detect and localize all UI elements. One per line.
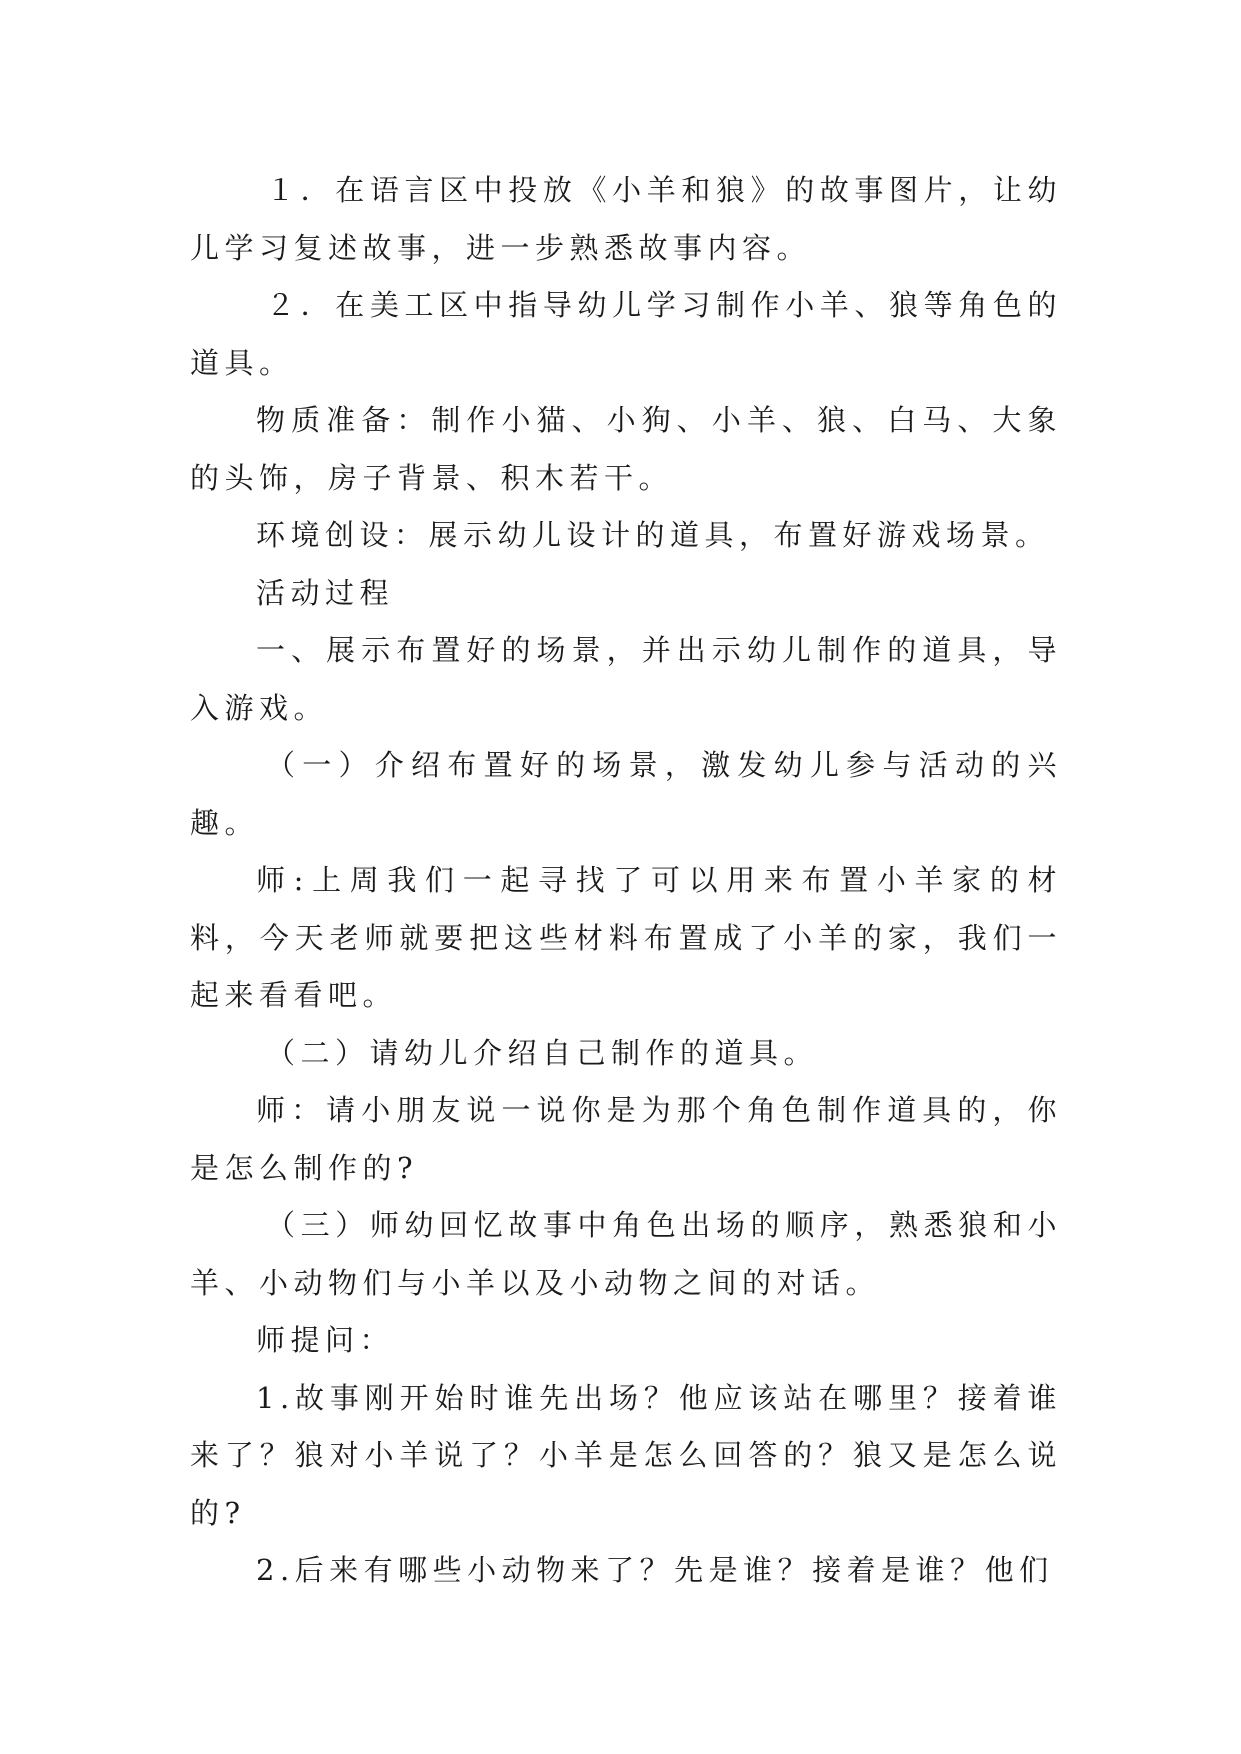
- paragraph-teacher-questions-label: 师提问：: [256, 1323, 395, 1357]
- paragraph-question-1: 1.故事刚开始时谁先出场？他应该站在哪里？接着谁来了？狼对小羊说了？小羊是怎么回答的？狼又是怎么说的?: [190, 1380, 1062, 1530]
- paragraph-teacher-line-1: 师:上周我们一起寻找了可以用来布置小羊家的材料，今天老师就要把这些材料布置成了小羊的家，我们一起来看看吧。: [190, 863, 1062, 1012]
- paragraph-activity-extension-1: １．在语言区中投放《小羊和狼》的故事图片，让幼儿学习复述故事，进一步熟悉故事内容。: [190, 173, 1062, 265]
- paragraph-step-one: 一、展示布置好的场景，并出示幼儿制作的道具，导入游戏。: [190, 633, 1062, 725]
- paragraph-activity-extension-2: ２．在美工区中指导幼儿学习制作小羊、狼等角色的道具。: [190, 288, 1062, 380]
- paragraph-teacher-line-2: 师：请小朋友说一说你是为那个角色制作道具的，你是怎么制作的?: [190, 1093, 1062, 1185]
- paragraph-environment-setup: 环境创设：展示幼儿设计的道具，布置好游戏场景。: [256, 518, 1050, 552]
- paragraph-substep-one: （一）介绍布置好的场景，激发幼儿参与活动的兴趣。: [190, 748, 1062, 840]
- paragraph-substep-three: （三）师幼回忆故事中角色出场的顺序，熟悉狼和小羊、小动物们与小羊以及小动物之间的对话。: [190, 1208, 1062, 1300]
- paragraph-material-preparation: 物质准备：制作小猫、小狗、小羊、狼、白马、大象的头饰，房子背景、积木若干。: [190, 403, 1062, 495]
- paragraph-substep-two: （二）请幼儿介绍自己制作的道具。: [266, 1035, 819, 1070]
- document-body: [190, 162, 1062, 1600]
- section-heading-activity-process: 活动过程: [256, 575, 395, 610]
- paragraph-question-2: 2.后来有哪些小动物来了？先是谁？接着是谁？他们: [256, 1553, 1054, 1587]
